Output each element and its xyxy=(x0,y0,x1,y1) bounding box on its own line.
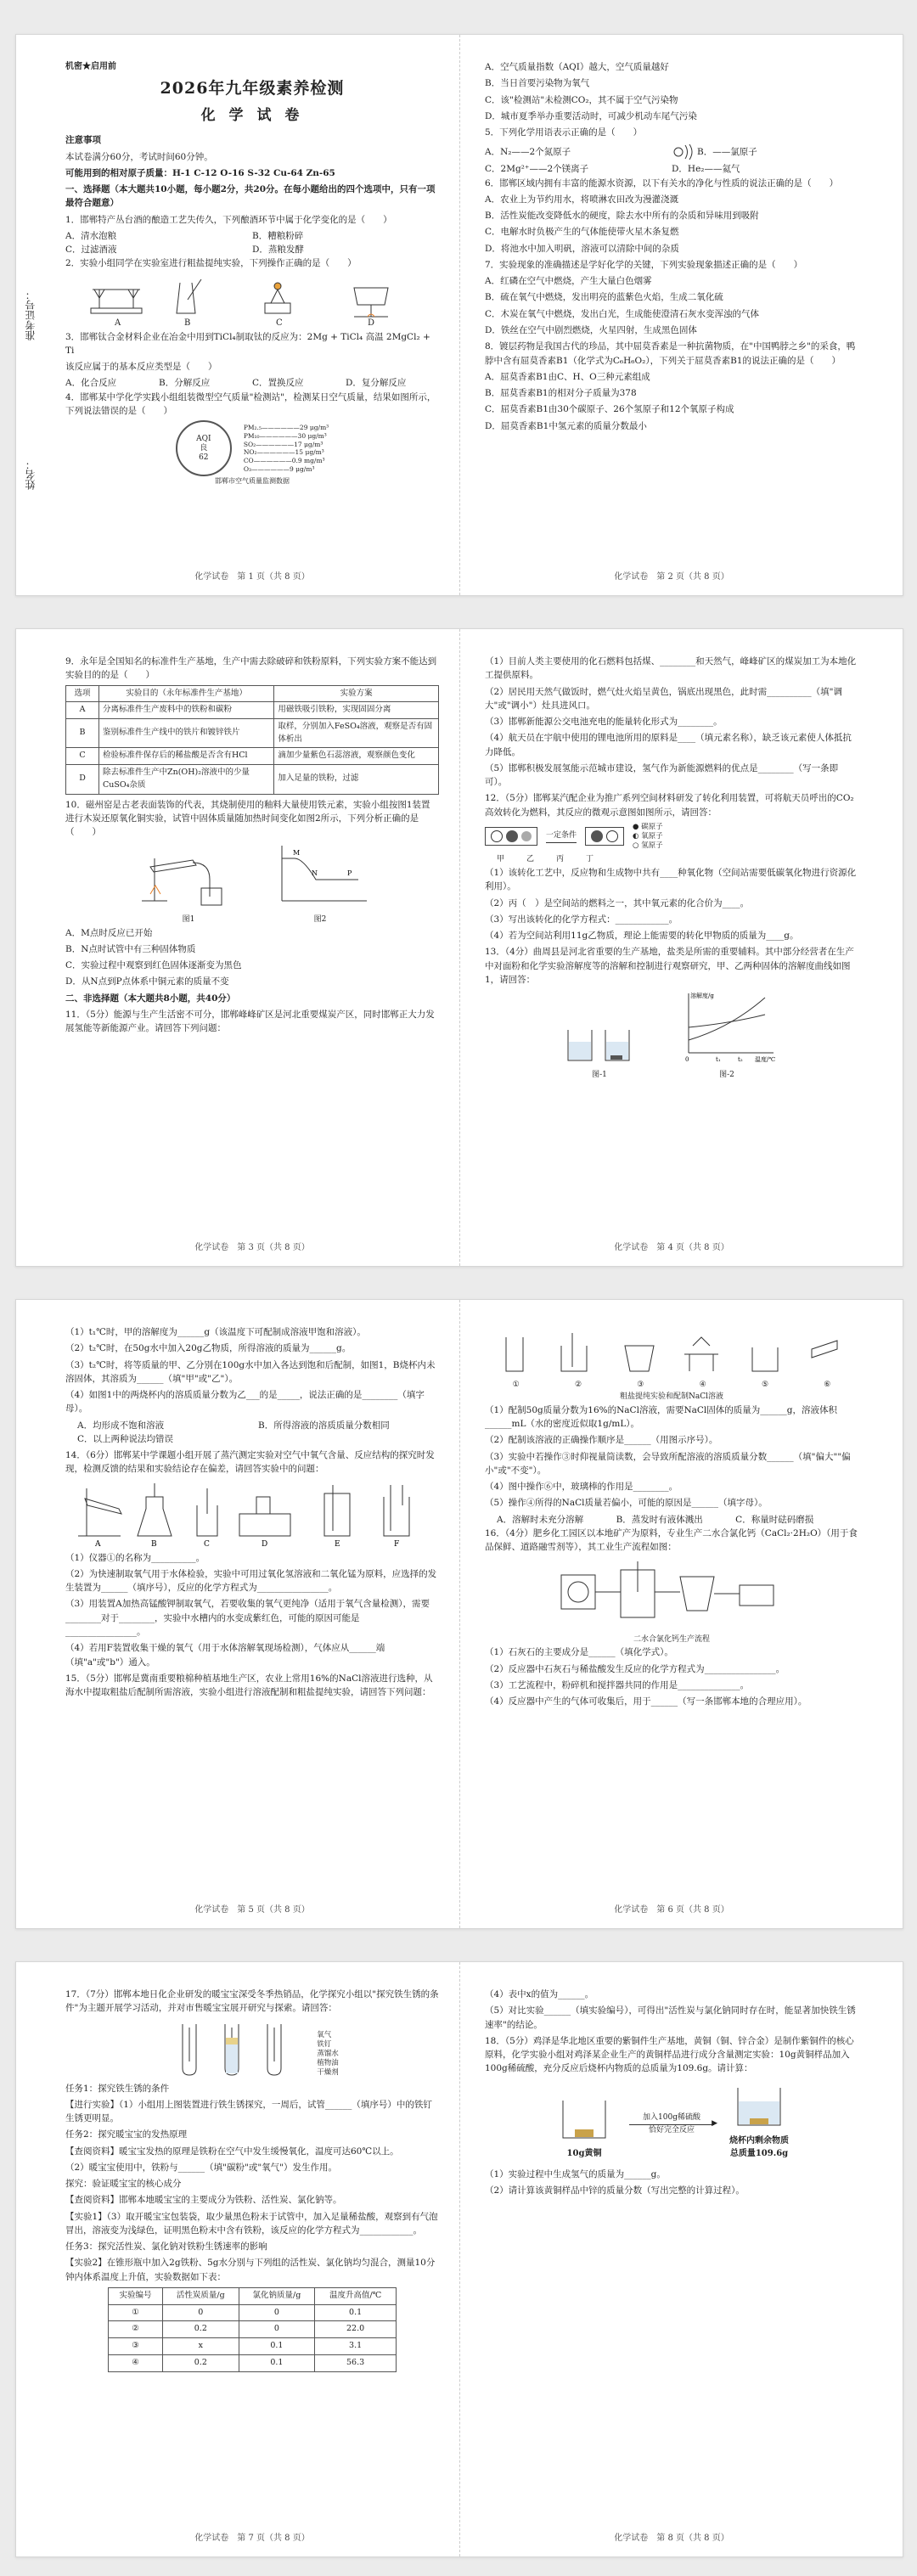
table-row xyxy=(66,748,439,765)
table-cell: 0.2 xyxy=(163,2354,239,2371)
figure-1 xyxy=(133,841,244,925)
page-footer: 化学试卷 第 6 页（共 8 页） xyxy=(614,1905,729,1915)
option: C．称量时砝码磨损 xyxy=(735,1514,814,1525)
option: A．均形成不饱和溶液 xyxy=(77,1420,165,1431)
sub-question: （3）实验中若操作③时仰视量筒读数，会导致所配溶液的溶质质量分数______（填"偏大""偏小"或"不变"）。 xyxy=(485,1451,851,1476)
sub-question: （2）居民用天然气做饭时，燃气灶火焰呈黄色，锅底出现黑色，此时需__________（填"调大"或"调小"）灶具进风口。 xyxy=(485,686,843,711)
sub-question: （1）配制50g质量分数为16%的NaCl溶液，需要NaCl固体的质量为______g，溶液体积______mL（水的密度近似取1g/mL）。 xyxy=(485,1404,838,1430)
table-header xyxy=(66,685,439,702)
table-cell: C xyxy=(66,748,99,765)
molecule-label: 丁 xyxy=(586,855,594,864)
table-cell: ④ xyxy=(109,2354,163,2371)
tube-label: 铁钉 xyxy=(317,2040,332,2050)
sub-question: （3）用装置A加热高锰酸钾制取氧气，若要收集的氧气更纯净（适用于氧气含量检测），需要________对于________，实验中水槽内的水变成紫红色，可能的原因可能是________________。 xyxy=(65,1599,430,1637)
sub-question: （2）丙（ ）是空间站的燃料之一，其中氧元素的化合价为____。 xyxy=(485,897,750,908)
page-footer: 化学试卷 第 3 页（共 8 页） xyxy=(194,1243,310,1252)
table-cell: 分离标准件生产废料中的铁粉和碳粉 xyxy=(99,702,274,719)
options-row xyxy=(65,229,439,243)
step-number: ⑤ xyxy=(761,1381,769,1389)
apparatus-label: F xyxy=(394,1539,400,1548)
question-16: 16．（4分）肥乡化工园区以本地矿产为原料，专业生产二水合氯化钙（CaCl₂·2H₂O）（用于食品保鲜、道路融雪剂等），其工业生产流程如图： xyxy=(485,1528,858,1553)
table-cell: 56.3 xyxy=(315,2354,397,2371)
sub-question: （3）t₂℃时，将等质量的甲、乙分别在100g水中加入各达到饱和后配制，如图1，B烧杯内未溶固体，其溶质为______（填"甲"或"乙"）。 xyxy=(65,1359,436,1384)
question-4: 4．邯郸某中学化学实践小组组装微型空气质量"检测站"，检测某日空气质量，结果如图所示，下列说法错误的是（ ） xyxy=(65,391,436,416)
tick-label: t₁ xyxy=(716,1056,721,1064)
notes-line: 本试卷满分60分，考试时间60分钟。 xyxy=(65,151,213,162)
option-d-label: D xyxy=(368,318,375,327)
axis-label: 溶解度/g xyxy=(690,993,714,1000)
exam-title: 2026年九年级素养检测 xyxy=(160,78,345,98)
aqi-item: CO——————0.9 mg/m³ xyxy=(243,457,325,465)
table-cell: 用磁铁吸引铁粉，实现固固分离 xyxy=(274,702,439,719)
table-cell: 滴加少量紫色石蕊溶液，观察颜色变化 xyxy=(274,748,439,765)
figure-beakers xyxy=(561,1021,638,1082)
brass-beaker xyxy=(554,2095,614,2161)
option: A．N₂——2个氮原子 xyxy=(485,147,571,158)
option-c-label: C xyxy=(276,318,283,327)
paragraph: 【查阅资料】邯郸本地暖宝宝的主要成分为铁粉、活性炭、氯化钠等。 xyxy=(65,2195,342,2206)
reactants xyxy=(485,827,537,846)
svg-text:P: P xyxy=(347,869,352,878)
option: D．从N点到P点体系中铜元素的质量不变 xyxy=(65,976,229,987)
beaker-icon xyxy=(554,2095,614,2143)
table-cell: 加入足量的铁粉，过滤 xyxy=(274,765,439,794)
table-row xyxy=(109,2354,397,2371)
figure-caption: 粗盐提纯实验和配制NaCl溶液 xyxy=(619,1392,723,1401)
table-row xyxy=(109,2338,397,2355)
beakers-diagram xyxy=(561,1021,638,1066)
option: A．红磷在空气中燃烧，产生大量白色烟雾 xyxy=(485,276,652,287)
option: C．屈莫香素B1由30个碳原子、26个氢原子和12个氧原子构成 xyxy=(485,404,734,415)
page-4 xyxy=(485,655,858,1082)
table-cell: 0 xyxy=(239,2304,315,2321)
question-2: 2．实验小组同学在实验室进行粗盐提纯实验，下列操作正确的是（ ） xyxy=(65,258,357,269)
sub-question: （4）图中操作⑥中，玻璃棒的作用是________。 xyxy=(485,1482,678,1493)
production-flow-diagram xyxy=(544,1558,799,1631)
table-cell: 0.1 xyxy=(239,2354,315,2371)
table-cell: 0 xyxy=(239,2321,315,2338)
step-number: ② xyxy=(574,1381,582,1389)
sub-question: （4）航天员在宇航中使用的锂电池所用的原料是____（填元素名称），缺乏该元素使人体抵抗力降低。 xyxy=(485,733,852,757)
option-b-label: B xyxy=(184,318,191,327)
sub-question: （2）反应器中石灰石与稀盐酸发生反应的化学方程式为________________。 xyxy=(485,1663,785,1674)
aqi-item: SO₂——————17 μg/m³ xyxy=(243,440,323,448)
table-cell: 0.1 xyxy=(239,2338,315,2355)
aqi-level: 良 xyxy=(200,443,208,453)
option: D．城市夏季举办重要活动时，可减少机动车尾气污染 xyxy=(485,110,697,121)
legend-item: ○ 氢原子 xyxy=(633,841,663,851)
molecule-label: 甲 xyxy=(497,855,505,864)
sub-question: （2）请计算该黄铜样品中锌的质量分数（写出完整的计算过程）。 xyxy=(485,2185,745,2196)
apparatus-label: E xyxy=(335,1539,340,1548)
atom-structure-icon xyxy=(672,142,697,162)
option: A．溶解时未充分溶解 xyxy=(497,1514,584,1525)
step-number: ⑥ xyxy=(824,1381,831,1389)
option: C．以上两种说法均错误 xyxy=(77,1433,174,1444)
table-cell: A xyxy=(66,702,99,719)
option: D．屈莫香素B1中氢元素的质量分数最小 xyxy=(485,420,647,431)
table-cell: 取样，分别加入FeSO₄溶液，观察是否有固体析出 xyxy=(274,718,439,747)
q13-figures xyxy=(485,989,858,1082)
table-cell: ② xyxy=(109,2321,163,2338)
apparatus-label: C xyxy=(204,1539,210,1548)
confidential-header: 机密★启用前 xyxy=(65,62,116,71)
exam-sheet-1 xyxy=(15,34,903,596)
table-header xyxy=(109,2287,397,2304)
question-12: 12．（5分）邯郸某汽配企业为推广系列空间材料研发了转化利用装置，可将航天员呼出的CO₂高效转化为燃料，其反应的微观示意图如图所示，请回答： xyxy=(485,793,854,818)
option: B．糟粮粉碎 xyxy=(252,230,304,241)
molecule-label: 丙 xyxy=(556,855,565,864)
options-row xyxy=(485,142,858,162)
arrow-icon: ▶ xyxy=(629,2124,714,2125)
exam-subtitle: 化 学 试 卷 xyxy=(200,106,304,124)
question-3: 3．邯郸钛合金材料企业在冶金中用到TiCl₄制取钛的反应为：2Mg + TiCl₄ 高温 2MgCl₂ + Ti xyxy=(65,331,434,356)
step-number: ① xyxy=(512,1381,520,1389)
question-17: 17．（7分）邯郸本地日化企业研发的暖宝宝深受冬季热销品，化学探究小组以"探究铁生锈的条件"为主题开展学习活动，并对市售暖宝宝展开研究与探索。请回答： xyxy=(65,1989,439,2014)
tube-label: 干燥剂 xyxy=(317,2068,339,2078)
figure-label: 图1 xyxy=(182,914,195,924)
table-cell: 22.0 xyxy=(315,2321,397,2338)
sub-question: （1）目前人类主要使用的化石燃料包括煤、________和天然气，峰峰矿区的煤炭加工为本地化工提供原料。 xyxy=(485,656,857,681)
option: D．将池水中加入明矾，溶液可以清除中间的杂质 xyxy=(485,243,679,254)
option: B．分解反应 xyxy=(159,378,211,389)
section-title: 一、选择题（本大题共10小题，每小题2分，共20分。在每小题给出的四个选项中，只有一项最符合题意） xyxy=(65,184,436,209)
aqi-label: AQI xyxy=(196,435,211,444)
molecule-label: 乙 xyxy=(526,855,535,864)
sub-question: （5）对比实验______（填实验编号），可得出"活性炭与氯化钠同时存在时，能显著加快铁生锈速率"的结论。 xyxy=(485,2005,856,2030)
page-footer: 化学试卷 第 4 页（共 8 页） xyxy=(614,1243,729,1252)
sub-question: （1）实验过程中生成氢气的质量为______g。 xyxy=(485,2168,666,2179)
table-cell: 0 xyxy=(163,2304,239,2321)
page-footer: 化学试卷 第 5 页（共 8 页） xyxy=(194,1905,310,1915)
q9-table xyxy=(65,685,439,795)
legend-label: 碳原子 xyxy=(641,822,663,831)
q18-figure xyxy=(485,2083,858,2161)
column-header: 实验目的（永年标准件生产基地） xyxy=(99,685,274,702)
option: B．——氯原子 xyxy=(697,147,757,158)
figure-solubility xyxy=(672,989,782,1082)
option: A．M点时反应已开始 xyxy=(65,927,153,938)
aqi-item: O₃——————9 μg/m³ xyxy=(243,464,315,473)
sub-question: （4）反应器中产生的气体可收集后，用于______（写一条邯郸本地的合理应用）。 xyxy=(485,1696,807,1707)
aqi-item: PM₂.₅——————29 μg/m³ xyxy=(243,424,329,432)
sub-question: （1）仪器①的名称为__________。 xyxy=(65,1552,205,1563)
table-cell: ① xyxy=(109,2304,163,2321)
tick-label: 温度/℃ xyxy=(755,1056,776,1064)
atomic-mass-line: 可能用到的相对原子质量：H-1 C-12 O-16 S-32 Cu-64 Zn-65 xyxy=(65,167,335,178)
step-numbers xyxy=(485,1380,858,1392)
table-cell: ③ xyxy=(109,2338,163,2355)
option: B．蒸发时有液体溅出 xyxy=(616,1514,703,1525)
task-title: 任务3：探究活性炭、氯化钠对铁粉生锈速率的影响 xyxy=(65,2241,267,2253)
option: B．N点时试管中有三种固体物质 xyxy=(65,943,196,954)
q17-table xyxy=(108,2287,397,2372)
figure-2 xyxy=(269,841,371,925)
table-row xyxy=(66,765,439,794)
page-6 xyxy=(485,1325,858,1712)
aqi-item: PM₁₀——————30 μg/m³ xyxy=(243,431,327,440)
solubility-curve xyxy=(672,989,782,1066)
aqi-value: 62 xyxy=(199,453,209,462)
step-number: ③ xyxy=(637,1381,644,1389)
column-header: 实验编号 xyxy=(109,2287,163,2304)
page-2 xyxy=(485,60,858,436)
test-tubes-diagram xyxy=(166,2019,301,2078)
table-row xyxy=(66,702,439,719)
figure-label: 图-2 xyxy=(719,1071,734,1080)
sub-question: （3）邯郸新能源公交电池充电的能量转化形式为________。 xyxy=(485,717,723,728)
aqi-dial xyxy=(176,420,232,476)
sub-question: （4）若用F装置收集干燥的氧气（用于水体溶解氧现场检测），气体应从______端（填"a"或"b"）通入。 xyxy=(65,1643,385,1668)
question-8: 8．镀层药物是我国古代的珍品，其中屈莫香素是一种抗菌物质，在"中国鸭脖之乡"的采食，鸭脖中含有屈莫香素B1（化学式为C₆H₆O₂），下列关于屈莫香素B1的说法正确的是（ ） xyxy=(485,341,856,366)
question-9: 9．永年是全国知名的标准件生产基地，生产中需去除破碎和铁粉原料，下列实验方案不能达到实验目的的是（ ） xyxy=(65,656,437,681)
sub-question: （2）配制该溶液的正确操作顺序是______（用图示序号）。 xyxy=(485,1435,718,1446)
sub-question: （1）t₁℃时，甲的溶解度为______g（该温度下可配制成溶液甲饱和溶液）。 xyxy=(65,1327,366,1337)
figure-label: 图2 xyxy=(313,914,327,924)
svg-text:M: M xyxy=(293,849,301,858)
page-footer: 化学试卷 第 1 页（共 8 页） xyxy=(194,572,310,582)
figure-label: 10g黄铜 xyxy=(566,2149,602,2159)
table-cell: 0.1 xyxy=(315,2304,397,2321)
option: A．化合反应 xyxy=(65,378,117,389)
q10-figures xyxy=(65,841,439,925)
tube-labels xyxy=(317,2031,339,2078)
option: B．屈莫香素B1的相对分子质量为378 xyxy=(485,388,637,399)
question-18: 18．（5分）鸡泽是华北地区重要的紫铜件生产基地，黄铜（铜、锌合金）是制作紫铜件的核心原料，化学实验小组对鸡泽某企业生产的黄铜样品进行成分含量测定实验：10g黄铜样品加入100g稀硫酸，充分反应后烧杯内物质的总质量为109.6g。请计算： xyxy=(485,2035,854,2074)
column-header: 活性炭质量/g xyxy=(163,2287,239,2304)
tube-label: 氧气 xyxy=(317,2031,332,2040)
column-header: 实验方案 xyxy=(274,685,439,702)
option: A．屈莫香素B1由C、H、O三种元素组成 xyxy=(485,371,650,382)
options-row xyxy=(65,243,439,256)
side-label-exam-number: 准考证号： xyxy=(25,290,37,340)
table-row xyxy=(66,718,439,747)
table-cell: 0.2 xyxy=(163,2321,239,2338)
task-title: 任务2：探究暖宝宝的发热原理 xyxy=(65,2129,188,2140)
table-cell: 除去标准件生产中Zn(OH)₂溶液中的少量CuSO₄杂质 xyxy=(99,765,274,794)
option: D．复分解反应 xyxy=(346,378,407,389)
column-header: 氯化钠质量/g xyxy=(239,2287,315,2304)
sub-question: （1）该转化工艺中，反应物和生成物中共有____种氧化物（空间站需要低碳氧化物进行资源化利用）。 xyxy=(485,868,857,892)
figure-label: 烧杯内剩余物质 xyxy=(729,2135,789,2146)
question-7: 7．实验现象的准确描述是学好化学的关键，下列实验现象描述正确的是（ ） xyxy=(485,259,803,270)
mass-time-graph xyxy=(269,841,371,909)
question-1: 1．邯郸特产丛台酒的酿造工艺失传久，下列酿酒环节中属于化学变化的是（ ） xyxy=(65,214,392,225)
sub-question: （1）石灰石的主要成分是______（填化学式）。 xyxy=(485,1647,673,1658)
option: D．铁丝在空气中剧烈燃烧，火星四射，生成黑色固体 xyxy=(485,324,697,335)
legend xyxy=(633,823,663,851)
page-gutter xyxy=(459,1962,460,2556)
page-8 xyxy=(485,1988,858,2200)
option: D．He₂——氦气 xyxy=(672,164,740,175)
step-number: ④ xyxy=(699,1381,706,1389)
option-a-label: A xyxy=(115,318,121,327)
reaction-condition: 一定条件 xyxy=(546,830,577,843)
apparatus-diagram xyxy=(133,841,244,909)
paragraph: 【实验2】在锥形瓶中加入2g铁粉、5g水分别与下列组的活性炭、氯化钠均匀混合，测量10分钟内体系温度上升值，实验数据如下表： xyxy=(65,2258,436,2282)
legend-item: ● 碳原子 xyxy=(633,822,663,831)
legend-item: ◐ 氧原子 xyxy=(633,831,663,841)
column-header: 温度升高值/℃ xyxy=(315,2287,397,2304)
exam-sheet-4 xyxy=(15,1961,903,2557)
question-5: 5．下列化学用语表示正确的是（ ） xyxy=(485,127,643,138)
solution-prep-diagram xyxy=(489,1329,854,1380)
aqi-list xyxy=(244,424,329,474)
legend-label: 氢原子 xyxy=(641,841,663,851)
option: C．木炭在氧气中燃烧，发出白光，生成能使澄清石灰水变浑浊的气体 xyxy=(485,308,760,319)
sub-question: 【实验1】（3）取开暖宝宝包装袋，取少量黑色粉末于试管中，加入足量稀盐酸，观察到有气泡冒出，溶液变为浅绿色，证明黑色粉末中含有铁粉，该反应的化学方程式为____________。 xyxy=(65,2211,438,2236)
apparatus-label: A xyxy=(95,1539,101,1548)
paragraph: 【查阅资料】暖宝宝发热的原理是铁粉在空气中发生缓慢氧化，温度可达60℃以上。 xyxy=(65,2146,399,2157)
exam-sheet-2 xyxy=(15,628,903,1267)
sub-question: （3）写出该转化的化学方程式：____________。 xyxy=(485,914,678,925)
paragraph: 探究：验证暖宝宝的核心成分 xyxy=(65,2179,182,2190)
page-7 xyxy=(65,1988,439,2376)
gas-apparatus-diagram xyxy=(70,1480,435,1548)
option: C．2Mg²⁺——2个镁离子 xyxy=(485,164,589,175)
options-row xyxy=(65,1419,439,1432)
sub-question: （4）若为空间站利用11g乙物质，理论上能需要的转化甲物质的质量为____g。 xyxy=(485,931,799,942)
page-footer: 化学试卷 第 8 页（共 8 页） xyxy=(614,2534,729,2543)
table-cell: 3.1 xyxy=(315,2338,397,2355)
options-row xyxy=(65,376,439,390)
options-row xyxy=(485,1513,858,1527)
sub-question: 【进行实验】（1）小组用上图装置进行铁生锈探究，一周后，试管______（填序号）中的铁钉生锈更明显。 xyxy=(65,2099,432,2124)
table-row xyxy=(109,2321,397,2338)
svg-text:N: N xyxy=(312,869,318,878)
sub-question: （5）邯郸积极发展氢能示范城市建设，氢气作为新能源燃料的优点是________（写一条即可）。 xyxy=(485,762,839,788)
figure-caption: 二水合氯化钙生产流程 xyxy=(633,1634,710,1644)
page-3 xyxy=(65,655,439,1038)
option: C．该"检测站"未检测CO₂，其不属于空气污染物 xyxy=(485,94,678,105)
figure-label: 总质量109.6g xyxy=(729,2149,789,2159)
sub-question: （2）暖宝宝使用中，铁粉与______（填"碳粉"或"氧气"）发生作用。 xyxy=(65,2162,337,2173)
sub-question: （2）为快速制取氧气用于水体检验，实验中可用过氧化氢溶液和二氧化锰为原料，应选择的发生装置为______（填序号），反应的化学方程式为________________。 xyxy=(65,1568,437,1594)
table-cell: 鉴别标准件生产线中的铁片和镀锌铁片 xyxy=(99,718,274,747)
apparatus-label: D xyxy=(262,1539,268,1548)
option: B．活性炭能改变降低水的硬度，除去水中所有的杂质和异味用到吸附 xyxy=(485,211,759,222)
side-label-name: 姓名： xyxy=(25,459,37,490)
lab-operations-figure xyxy=(74,274,430,327)
option: C．实验过程中观察到红色固体逐渐变为黑色 xyxy=(65,960,242,971)
tick-label: 0 xyxy=(685,1056,689,1064)
tick-label: t₂ xyxy=(738,1056,743,1064)
section-title: 二、非选择题（本大题共8小题，共40分） xyxy=(65,993,236,1004)
option: A．农业上为节约用水，将喷淋农田改为漫灌浇溉 xyxy=(485,194,679,205)
page-1 xyxy=(65,60,439,487)
aqi-figure xyxy=(65,420,439,476)
arrow-label: 加入100g稀硫酸 xyxy=(643,2112,700,2122)
question-13: 13．（4分）曲周县是河北省重要的生产基地，盐类是所需的重要辅料。其中部分经营者在生产中对面粉和化学实验溶解度等的溶解和控制进行观察研究，甲、乙两种固体的溶解度曲线如图1，请回答： xyxy=(485,947,854,985)
table-row xyxy=(109,2304,397,2321)
option: C．过滤酒液 xyxy=(65,245,117,256)
options-row xyxy=(485,162,858,176)
option: B．硫在氧气中燃烧，发出明亮的蓝紫色火焰，生成二氧化硫 xyxy=(485,292,723,303)
aqi-caption: 邯郸市空气质量监测数据 xyxy=(215,477,290,486)
page-5 xyxy=(65,1325,439,1701)
sub-question: （4）如图1中的两烧杯内的溶质质量分数为乙___的是_____，说法正确的是________（填字母）。 xyxy=(65,1390,425,1415)
page-gutter xyxy=(459,35,460,595)
question-6: 6．邯郸区域内拥有丰富的能源水资源，以下有关水的净化与性质的说法正确的是（ ） xyxy=(485,177,839,188)
column-header: 选项 xyxy=(66,685,99,702)
option: C．电解水时负极产生的气体能使带火星木条复燃 xyxy=(485,227,679,238)
test-tube-figure xyxy=(65,2019,439,2078)
table-cell: D xyxy=(66,765,99,794)
sub-question: （5）操作④所得的NaCl质量若偏小，可能的原因是______（填字母）。 xyxy=(485,1498,768,1509)
result-beaker xyxy=(729,2083,789,2161)
question-14: 14．（6分）邯郸某中学课题小组开展了蒸汽测定实验对空气中氧气含量、反应结构的探究时发现，检测反馈的结果和实验结论存在偏差，请回答实验中的问题： xyxy=(65,1450,435,1475)
page-gutter xyxy=(459,629,460,1266)
question-3-prompt: 该反应属于的基本反应类型是（ ） xyxy=(65,362,217,373)
question-11: 11．（5分）能源与生产生活密不可分，邯郸峰峰矿区是河北重要煤炭产区，同时邯郸正大力发展氢能等新能源产业。请回答下列问题： xyxy=(65,1009,435,1034)
arrow-block xyxy=(629,2112,717,2161)
reaction-diagram xyxy=(485,823,858,851)
option: D．蒸粮发酵 xyxy=(252,245,304,256)
sub-question: （3）工艺流程中，粉碎机和搅拌器共同的作用是______________。 xyxy=(485,1680,750,1690)
page-gutter xyxy=(459,1300,460,1928)
table-cell: 检验标准件保存后的稀盐酸是否含有HCl xyxy=(99,748,274,765)
tube-label: 植物油 xyxy=(317,2059,339,2068)
arrow-label: 恰好完全反应 xyxy=(648,2125,695,2134)
exam-sheet-3 xyxy=(15,1299,903,1929)
option: A．清水泡粮 xyxy=(65,230,117,241)
task-title: 任务1：探究铁生锈的条件 xyxy=(65,2083,170,2094)
figure-label: 图-1 xyxy=(592,1071,607,1080)
sub-question: （4）表中x的值为______。 xyxy=(485,1989,594,1999)
page-footer: 化学试卷 第 2 页（共 8 页） xyxy=(614,572,729,582)
molecule-labels xyxy=(485,854,858,866)
question-10: 10．磁州窑是古老表面装饰的代表，其烧制使用的釉料大量使用铁元素，实验小组按图1装置进行木炭还原氧化铜实验，试管中固体质量随加热时间变化如图2所示，下列分析正确的是（ ） xyxy=(65,799,430,838)
option: A．空气质量指数（AQI）越大，空气质量越好 xyxy=(485,62,669,72)
aqi-item: NO₂——————15 μg/m³ xyxy=(243,448,324,457)
tube-label: 蒸馏水 xyxy=(317,2050,339,2059)
sub-question: （2）t₂℃时，在50g水中加入20g乙物质，所得溶液的质量为______g。 xyxy=(65,1343,352,1354)
option: B．当日首要污染物为氧气 xyxy=(485,78,590,89)
notes-title: 注意事项 xyxy=(65,135,101,146)
option: B．所得溶液的溶质质量分数相同 xyxy=(258,1420,390,1431)
table-cell: B xyxy=(66,718,99,747)
option: C．置换反应 xyxy=(252,378,304,389)
products xyxy=(585,827,624,846)
question-15: 15．（5分）邯郸是冀南重要粮棉种植基地生产区，农业上常用16%的NaCl溶液进行选种，从海水中提取粗盐后配制所需溶液，实验小组进行溶液配制和粗盐提纯实验，请回答下列问题： xyxy=(65,1673,433,1698)
apparatus-label: B xyxy=(151,1539,157,1548)
table-cell: x xyxy=(163,2338,239,2355)
legend-label: 氧原子 xyxy=(641,831,663,841)
page-footer: 化学试卷 第 7 页（共 8 页） xyxy=(194,2534,310,2543)
beaker-icon xyxy=(729,2083,789,2130)
